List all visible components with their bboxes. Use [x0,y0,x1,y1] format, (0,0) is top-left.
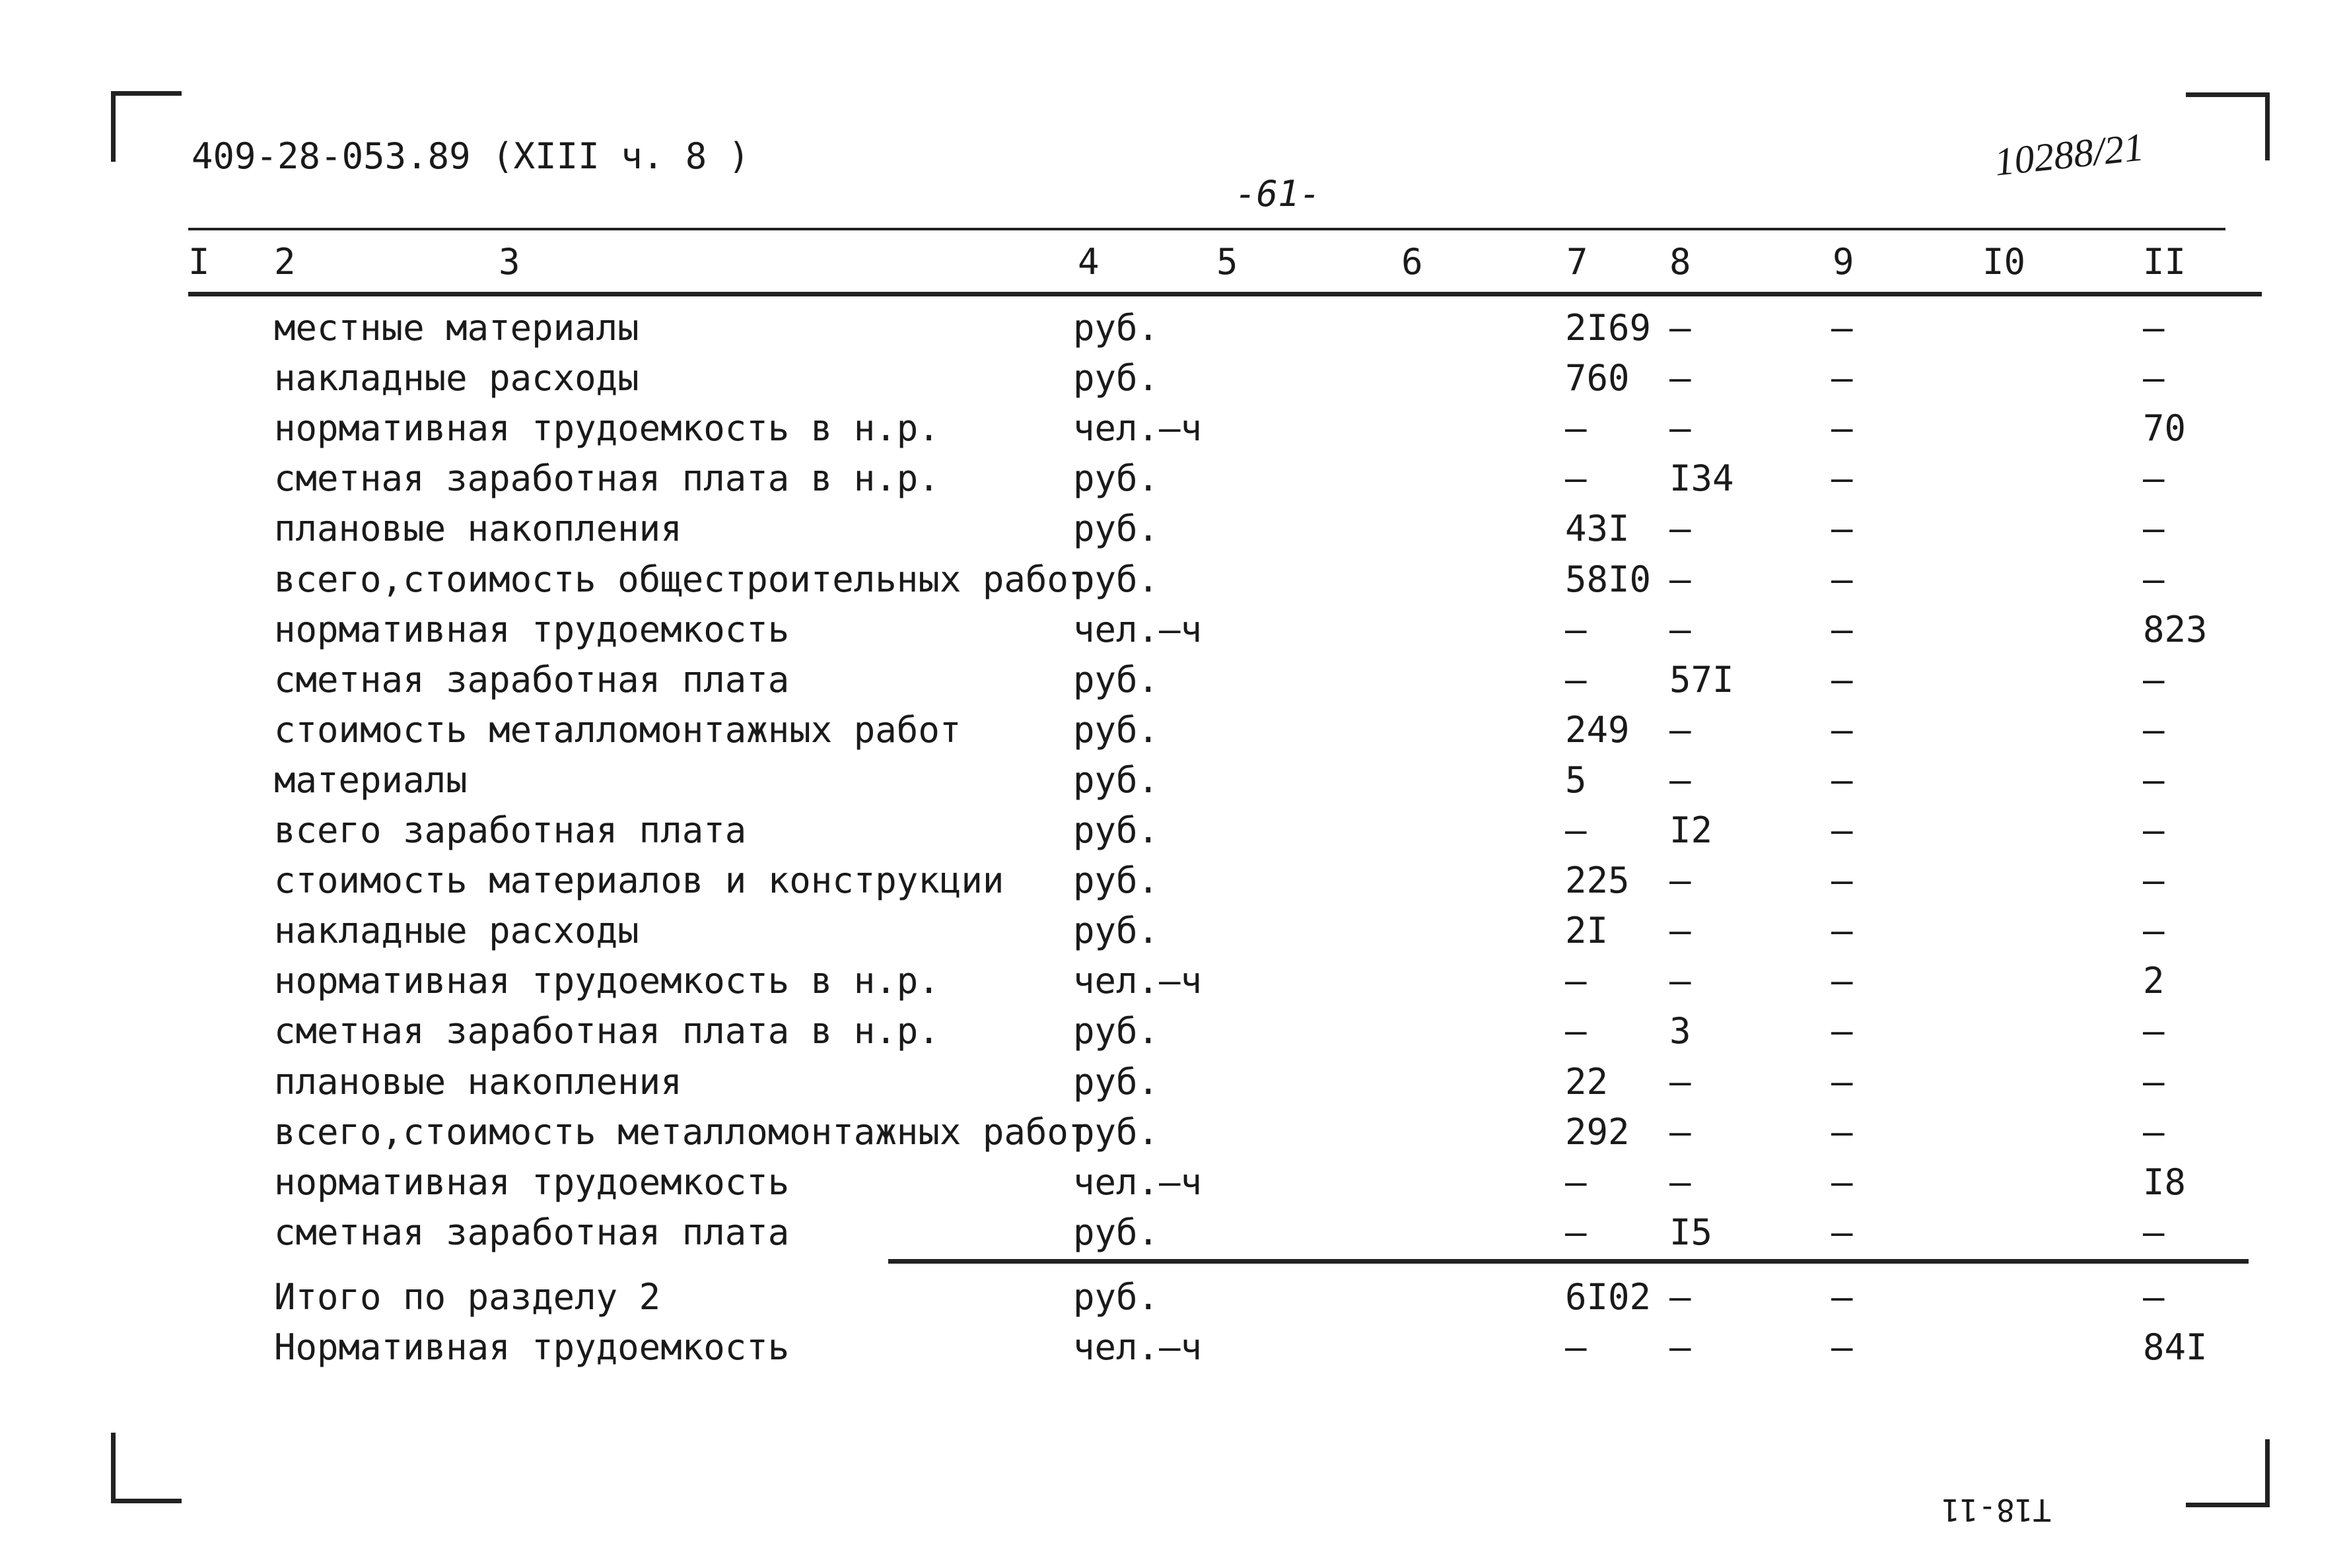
cell-col9: – [1831,458,1853,499]
cell-unit: руб. [1073,659,1160,700]
footer-code: T18-11 [1942,1492,2052,1528]
cell-name: материалы [274,759,468,801]
cell-unit: руб. [1073,559,1160,600]
cell-col11: – [2143,1111,2165,1153]
cell-unit: руб. [1073,508,1160,549]
cell-col7: 6I02 [1565,1276,1652,1318]
cell-col9: – [1831,508,1853,549]
cell-col11: 84I [2143,1326,2208,1368]
column-header-2: 2 [274,241,296,283]
cell-unit: руб. [1073,1061,1160,1103]
cell-col8: 57I [1669,659,1734,700]
cell-col9: – [1831,759,1853,801]
cell-col7: 5 [1565,759,1587,801]
cell-col11: I8 [2143,1161,2187,1203]
column-header-5: 5 [1216,241,1238,283]
cell-col11: – [2143,860,2165,901]
cell-col9: – [1831,910,1853,951]
column-header-6: 6 [1401,241,1423,283]
cell-name: всего,стоимость металломонтажных работ [274,1111,1090,1153]
cell-name: накладные расходы [274,357,639,399]
cell-unit: руб. [1073,1111,1160,1153]
cell-name: местные материалы [274,307,639,349]
cell-name: стоимость материалов и конструкции [274,860,1004,901]
cell-col9: – [1831,709,1853,751]
cell-col8: – [1669,508,1691,549]
cell-col8: – [1669,407,1691,449]
cell-name: всего,стоимость общестроительных работ [274,559,1090,600]
cell-name: сметная заработная плата [274,659,790,700]
cell-col8: – [1669,860,1691,901]
cell-col9: – [1831,307,1853,349]
cell-col11: – [2143,709,2165,751]
column-header-1: I [188,241,210,283]
cell-unit: руб. [1073,759,1160,801]
cell-col9: – [1831,860,1853,901]
cell-col7: – [1565,609,1587,650]
cell-unit: чел.–ч [1073,960,1203,1002]
cell-col8: – [1669,1161,1691,1203]
cell-col7: – [1565,960,1587,1002]
cell-col7: 43I [1565,508,1630,549]
cell-col8: – [1669,1061,1691,1103]
cell-col7: – [1565,659,1587,700]
cell-col11: – [2143,1276,2165,1318]
cell-col9: – [1831,1010,1853,1052]
cell-col7: 292 [1565,1111,1630,1153]
cell-col11: – [2143,1211,2165,1253]
cell-unit: чел.–ч [1073,1161,1203,1203]
cell-col11: – [2143,559,2165,600]
cell-unit: руб. [1073,1276,1160,1318]
cell-unit: руб. [1073,357,1160,399]
cell-unit: чел.–ч [1073,1326,1203,1368]
cell-col11: 70 [2143,407,2187,449]
column-header-10: I0 [1982,241,2026,283]
cell-col9: – [1831,357,1853,399]
cell-name: нормативная трудоемкость в н.р. [274,960,940,1002]
cell-col11: – [2143,1010,2165,1052]
cell-col9: – [1831,1161,1853,1203]
cell-name: нормативная трудоемкость [274,1161,790,1203]
cell-name: сметная заработная плата [274,1211,790,1253]
cell-col7: – [1565,1326,1587,1368]
cell-col8: – [1669,559,1691,600]
cell-col9: – [1831,960,1853,1002]
cell-col11: 2 [2143,960,2165,1002]
cell-col9: – [1831,559,1853,600]
cell-name: плановые накопления [274,1061,682,1103]
cell-col7: – [1565,458,1587,499]
cell-col11: – [2143,307,2165,349]
cell-unit: чел.–ч [1073,407,1203,449]
cell-unit: руб. [1073,1211,1160,1253]
cell-col9: – [1831,809,1853,851]
cell-name: Итого по разделу 2 [274,1276,661,1318]
cell-name: стоимость металломонтажных работ [274,709,962,751]
cell-col8: – [1669,910,1691,951]
cell-name: сметная заработная плата в н.р. [274,458,940,499]
cell-col8: – [1669,609,1691,650]
sheet-number: 10288/21 [1992,125,2146,184]
cell-unit: руб. [1073,860,1160,901]
cell-col9: – [1831,609,1853,650]
column-header-11: II [2143,241,2187,283]
cell-name: сметная заработная плата в н.р. [274,1010,940,1052]
cell-unit: руб. [1073,1010,1160,1052]
cell-col11: 823 [2143,609,2208,650]
cell-col8: – [1669,1326,1691,1368]
cell-col7: 58I0 [1565,559,1652,600]
cell-col11: – [2143,458,2165,499]
cell-col8: – [1669,709,1691,751]
cell-col8: – [1669,1276,1691,1318]
document-code: 409-28-053.89 (XIII ч. 8 ) [192,135,750,177]
cell-col7: 760 [1565,357,1630,399]
cell-col11: – [2143,1061,2165,1103]
cell-col11: – [2143,910,2165,951]
cell-col9: – [1831,407,1853,449]
page-number: -61- [1235,173,1321,215]
cell-col9: – [1831,1276,1853,1318]
cell-name: всего заработная плата [274,809,747,851]
cell-col7: – [1565,407,1587,449]
cell-col7: 22 [1565,1061,1609,1103]
column-header-4: 4 [1078,241,1100,283]
cell-unit: чел.–ч [1073,609,1203,650]
cell-unit: руб. [1073,458,1160,499]
cell-col8: – [1669,307,1691,349]
cell-col9: – [1831,1211,1853,1253]
cell-col9: – [1831,659,1853,700]
cell-col7: 225 [1565,860,1630,901]
cell-col7: 2I [1565,910,1609,951]
cell-col7: – [1565,1161,1587,1203]
cell-col7: – [1565,1211,1587,1253]
cell-col8: I2 [1669,809,1713,851]
cell-col7: – [1565,1010,1587,1052]
cell-unit: руб. [1073,709,1160,751]
cell-col8: – [1669,357,1691,399]
cell-col11: – [2143,508,2165,549]
cell-name: плановые накопления [274,508,682,549]
cell-unit: руб. [1073,809,1160,851]
cell-col11: – [2143,659,2165,700]
cell-unit: руб. [1073,910,1160,951]
cell-unit: руб. [1073,307,1160,349]
cell-col9: – [1831,1326,1853,1368]
cell-col8: I5 [1669,1211,1713,1253]
cell-name: нормативная трудоемкость в н.р. [274,407,940,449]
cell-col8: I34 [1669,458,1734,499]
cell-col8: – [1669,960,1691,1002]
cell-col7: 2I69 [1565,307,1652,349]
cell-name: Нормативная трудоемкость [274,1326,790,1368]
cell-col7: 249 [1565,709,1630,751]
column-header-3: 3 [499,241,520,283]
cell-col8: – [1669,1111,1691,1153]
totals-rule [888,1259,2249,1264]
cell-col9: – [1831,1061,1853,1103]
cell-col8: – [1669,759,1691,801]
cell-name: накладные расходы [274,910,639,951]
cell-col8: 3 [1669,1010,1691,1052]
cell-col11: – [2143,357,2165,399]
cell-col7: – [1565,809,1587,851]
column-header-7: 7 [1566,241,1588,283]
cell-name: нормативная трудоемкость [274,609,790,650]
column-header-8: 8 [1669,241,1691,283]
column-header-9: 9 [1833,241,1854,283]
cell-col11: – [2143,809,2165,851]
cell-col11: – [2143,759,2165,801]
cell-col9: – [1831,1111,1853,1153]
